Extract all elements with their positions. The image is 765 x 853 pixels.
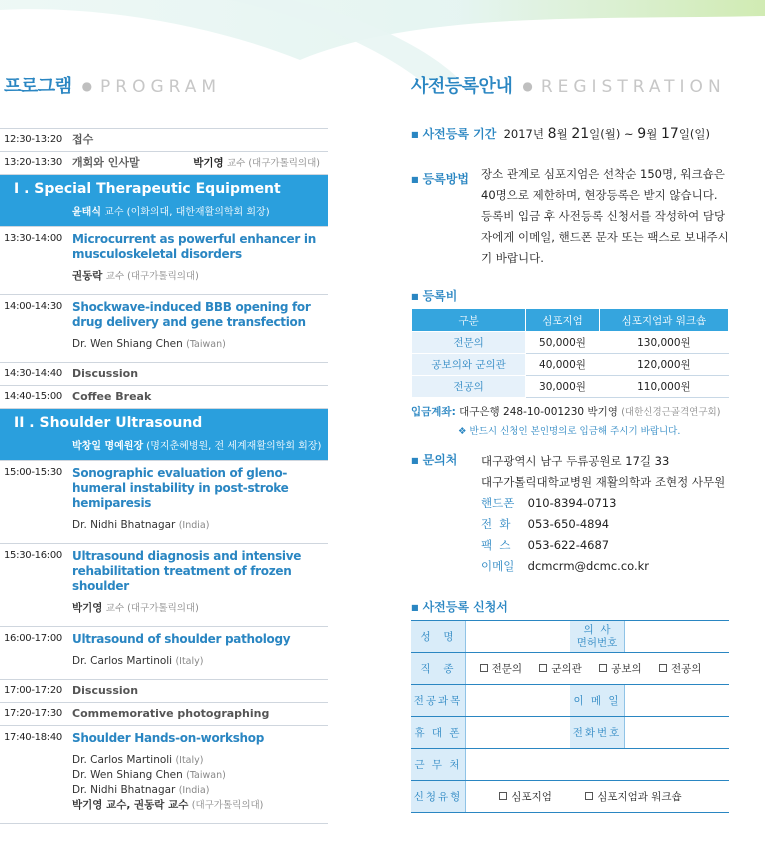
form-label-specialty: 전공과목: [411, 685, 466, 717]
row-label: 접수: [72, 133, 94, 146]
name-field[interactable]: [466, 621, 571, 653]
session-2-header: [0, 408, 328, 460]
schedule-row-coffee-break: [0, 385, 328, 408]
license-field[interactable]: [625, 621, 730, 653]
fee-table: [411, 308, 729, 398]
row-time: 15:00-15:30: [4, 467, 62, 478]
square-bullet-icon: ■: [411, 292, 419, 301]
session-1-header: [0, 174, 328, 226]
schedule-row-discussion: [0, 362, 328, 385]
talk-title: Shockwave-induced BBB opening for drug delivery and gene transfection: [72, 300, 311, 329]
form-label: ■ 사전등록 신청서: [411, 600, 508, 614]
form-label-name: 성 명: [411, 621, 466, 653]
talk-speaker: Dr. Carlos Martinoli (Italy): [72, 655, 204, 667]
row-time: 12:30-13:20: [4, 134, 62, 145]
talk-row: [0, 460, 328, 543]
row-label: Discussion: [72, 367, 139, 380]
checkbox-icon: [659, 664, 667, 672]
header-swoosh-decoration: [0, 0, 765, 80]
registration-title-en: REGISTRATION: [540, 77, 726, 97]
specialty-field[interactable]: [466, 685, 571, 717]
contact-email: 이메일 dcmcrm@dcmc.co.kr: [481, 559, 650, 573]
checkbox-option[interactable]: 공보의: [599, 661, 641, 676]
session-1-name: I . Special Therapeutic Equipment: [14, 181, 281, 197]
fee-header: 심포지엄과 워크숍: [599, 309, 728, 332]
checkbox-icon: [585, 792, 593, 800]
contact-office: 대구가톨릭대학교병원 재활의학과 조현정 사무원: [481, 475, 726, 489]
workshop-title: Shoulder Hands-on-workshop: [72, 731, 265, 745]
row-time: 15:30-16:00: [4, 550, 62, 561]
schedule-row-registration: [0, 128, 328, 151]
form-label-type: 신청유형: [411, 781, 466, 813]
program-title-ko: 프로그램: [4, 76, 72, 97]
table-row: 전문의 50,000원 130,000원: [412, 332, 729, 354]
registration-method-label: ■ 등록방법: [411, 172, 469, 186]
row-time: 17:40-18:40: [4, 732, 62, 743]
checkbox-option[interactable]: 심포지엄: [499, 789, 552, 804]
checkbox-option[interactable]: 심포지엄과 워크숍: [585, 789, 681, 804]
account-info: 입금계좌: 대구은행 248-10-001230 박기영 (대한신경근골격연구회): [411, 406, 721, 418]
checkbox-icon: [539, 664, 547, 672]
period-label: 사전등록 기간: [422, 127, 497, 141]
fee-header: 심포지엄: [526, 309, 600, 332]
form-label-position: 직 종: [411, 653, 466, 685]
square-bullet-icon: ■: [411, 456, 419, 465]
account-notice: ❖ 반드시 신청인 본인명의로 입금해 주시기 바랍니다.: [458, 426, 681, 437]
row-time: 13:30-14:00: [4, 233, 62, 244]
session-2-chair: 박창일 명예원장 (명지춘혜병원, 전 세계재활의학회 회장): [72, 441, 322, 452]
checkbox-icon: [480, 664, 488, 672]
registration-form: [411, 620, 729, 813]
talk-row: [0, 226, 328, 294]
checkbox-option[interactable]: 군의관: [539, 661, 581, 676]
type-options: [466, 781, 730, 813]
registration-fee-label: ■ 등록비: [411, 289, 458, 303]
talk-speaker: 박기영 교수 (대구가톨릭의대): [72, 602, 199, 614]
checkbox-option[interactable]: 전공의: [659, 661, 701, 676]
contact-address: 대구광역시 남구 두류공원로 17길 33: [481, 454, 670, 468]
row-time: 13:20-13:30: [4, 157, 62, 168]
schedule-row-discussion: [0, 679, 328, 702]
workshop-speakers: Dr. Carlos Martinoli (Italy) Dr. Wen Shiang Chen (Taiwan) Dr. Nidhi Bhatnagar (India) 박기영 교수, 권동락 교수 (대구가톨릭의대): [72, 754, 264, 811]
checkbox-icon: [599, 664, 607, 672]
talk-row: [0, 543, 328, 626]
talk-speaker: Dr. Wen Shiang Chen (Taiwan): [72, 338, 226, 350]
row-time: 16:00-17:00: [4, 633, 62, 644]
form-label-phone: 전화번호: [570, 717, 625, 749]
talk-row: [0, 626, 328, 679]
talk-speaker: 권동락 교수 (대구가톨릭의대): [72, 270, 199, 282]
square-bullet-icon: ■: [411, 603, 419, 612]
contact-info: [481, 451, 725, 577]
registration-period: ■ 사전등록 기간 2017년 8월 21일(월) ~ 9월 17일(일): [411, 126, 711, 142]
form-label-license: 의 사 면허번호: [570, 621, 625, 653]
registration-title-ko: 사전등록안내: [411, 76, 513, 97]
session-1-chair: 윤태식 교수 (이화의대, 대한재활의학회 회장): [72, 207, 270, 218]
program-title-en: PROGRAM: [100, 77, 222, 97]
row-label: 개회와 인사말: [72, 156, 140, 169]
workshop-row: [0, 725, 328, 824]
fee-header: 구분: [412, 309, 526, 332]
row-time: 14:40-15:00: [4, 391, 62, 402]
talk-title: Ultrasound of shoulder pathology: [72, 632, 291, 646]
form-label-email: 이 메 일: [570, 685, 625, 717]
program-schedule: [0, 128, 328, 824]
row-label: Commemorative photographing: [72, 707, 270, 720]
row-time: 17:20-17:30: [4, 708, 62, 719]
row-time: 17:00-17:20: [4, 685, 62, 696]
row-time: 14:30-14:40: [4, 368, 62, 379]
row-label: Discussion: [72, 684, 139, 697]
talk-row: [0, 294, 328, 362]
talk-speaker: Dr. Nidhi Bhatnagar (India): [72, 519, 210, 531]
form-label-mobile: 휴 대 폰: [411, 717, 466, 749]
talk-title: Sonographic evaluation of gleno-humeral instability in post-stroke hemiparesis: [72, 466, 289, 510]
mobile-field[interactable]: [466, 717, 571, 749]
contact-fax: 팩 스 053-622-4687: [481, 538, 610, 552]
row-time: 14:00-14:30: [4, 301, 62, 312]
row-speaker: 박기영 교수 (대구가톨릭의대): [193, 157, 320, 169]
square-bullet-icon: ■: [411, 175, 419, 184]
square-bullet-icon: ■: [411, 130, 419, 139]
checkbox-option[interactable]: 전문의: [480, 661, 522, 676]
registration-section-title: 사전등록안내 ● REGISTRATION: [411, 76, 726, 97]
talk-title: Microcurrent as powerful enhancer in musculoskeletal disorders: [72, 232, 316, 261]
talk-title: Ultrasound diagnosis and intensive rehabilitation treatment of frozen shoulder: [72, 549, 302, 593]
schedule-row-photo: [0, 702, 328, 725]
form-label-workplace: 근 무 처: [411, 749, 466, 781]
contact-mobile: 핸드폰 010-8394-0713: [481, 496, 617, 510]
row-label: Coffee Break: [72, 390, 152, 403]
table-row: 공보의와 군의관 40,000원 120,000원: [412, 354, 729, 376]
program-section-title: 프로그램 ● PROGRAM: [4, 76, 222, 97]
session-2-name: II . Shoulder Ultrasound: [14, 415, 203, 431]
contact-phone: 전 화 053-650-4894: [481, 517, 610, 531]
phone-field[interactable]: [625, 717, 730, 749]
workplace-field[interactable]: [466, 749, 730, 781]
email-field[interactable]: [625, 685, 730, 717]
table-row: 전공의 30,000원 110,000원: [412, 376, 729, 398]
registration-method-text: 장소 관계로 심포지엄은 선착순 150명, 워크숍은 40명으로 제한하며, 현장등록은 받지 않습니다. 등록비 입금 후 사전등록 신청서를 작성하여 담당자에게 이메일, 핸드폰 문자 또는 팩스로 보내주시기 바랍니다.: [481, 167, 729, 265]
contact-label: ■ 문의처: [411, 453, 458, 467]
position-options: [466, 653, 730, 685]
checkbox-icon: [499, 792, 507, 800]
schedule-row-opening: [0, 151, 328, 174]
